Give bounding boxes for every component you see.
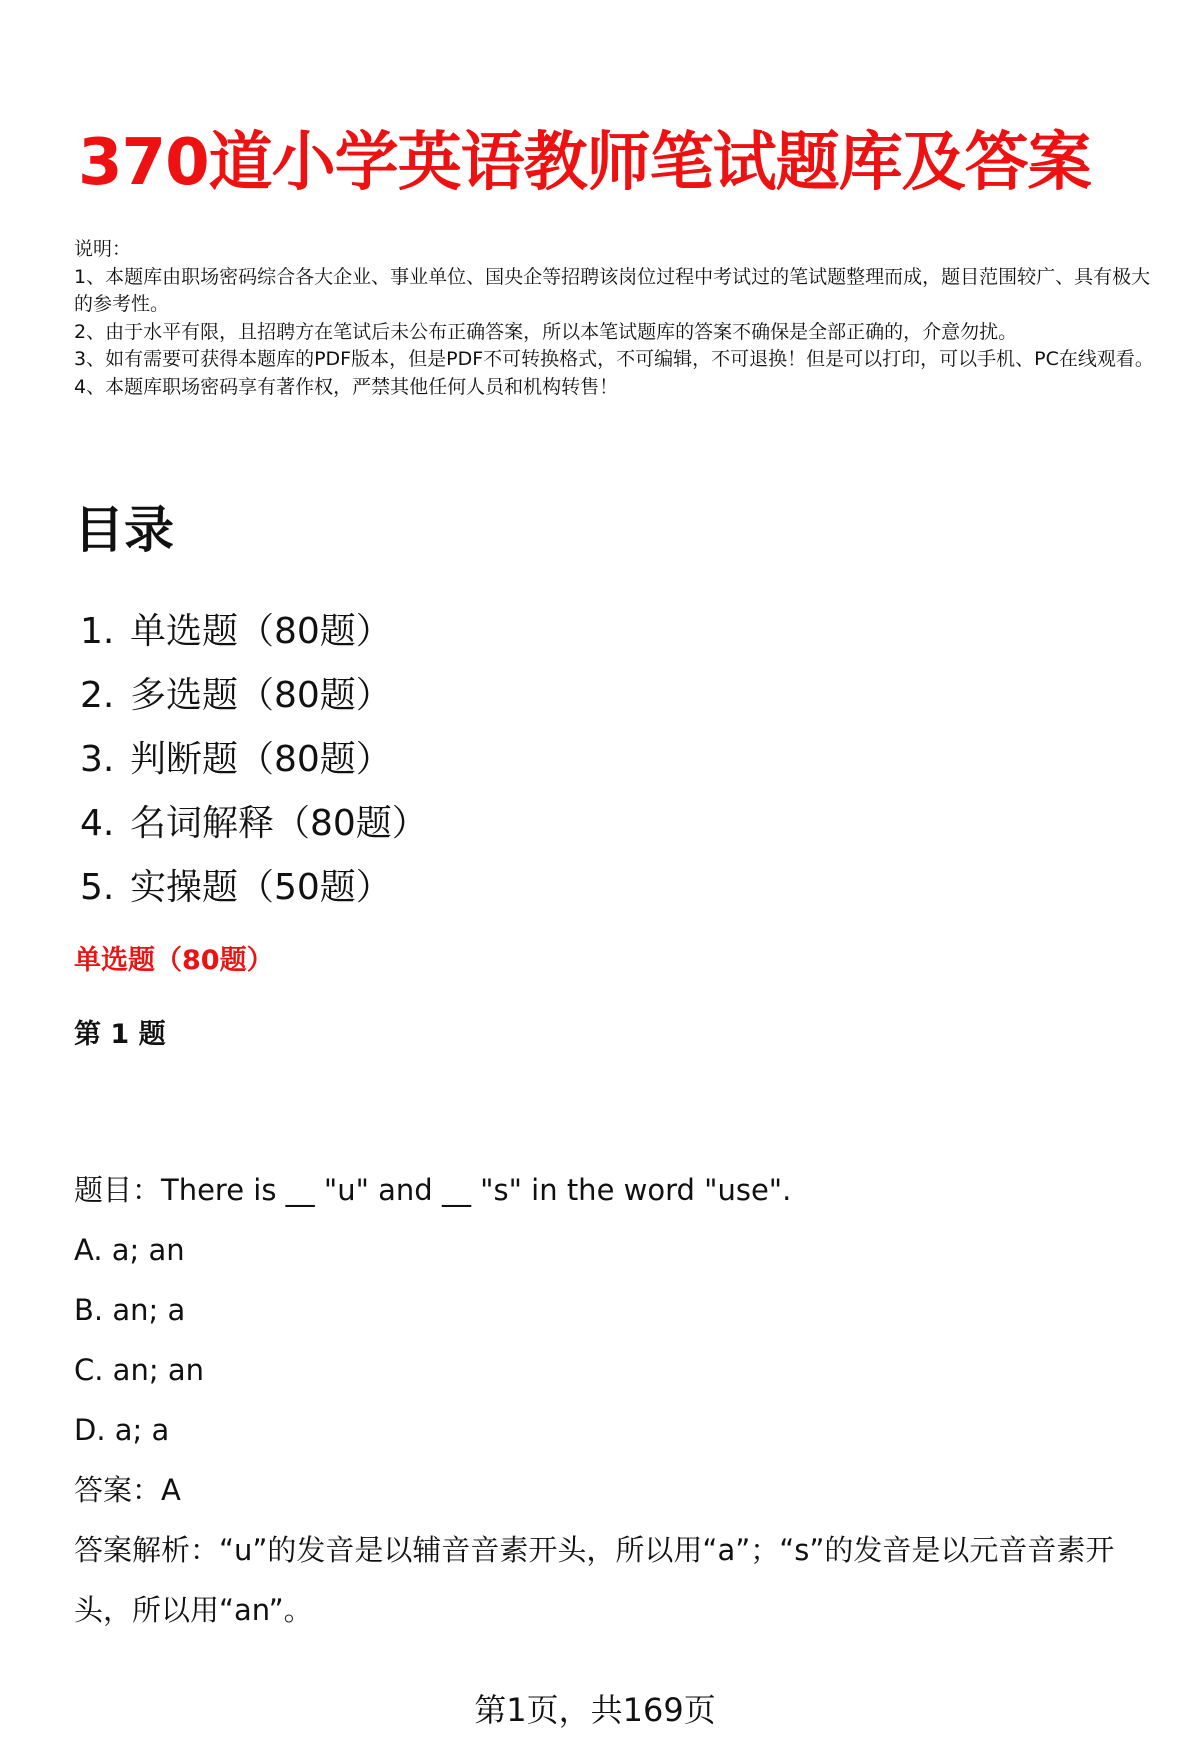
toc-item-number: 1.	[80, 611, 115, 652]
question-analysis: 答案解析：“u”的发音是以辅音音素开头，所以用“a”；“s”的发音是以元音音素开头，所以用“an”。	[74, 1533, 1115, 1627]
toc-item[interactable]	[80, 664, 428, 728]
toc-item-label: 单选题（80题）	[130, 611, 392, 652]
question-option: A. a; an	[74, 1233, 185, 1267]
toc-item-label: 名词解释（80题）	[130, 803, 428, 844]
question-stem: 题目：There is __ "u" and __ "s" in the word "use".	[74, 1173, 792, 1207]
question-body	[74, 1160, 1134, 1640]
toc-item[interactable]	[80, 792, 428, 856]
page-footer: 第1页，共169页	[474, 1691, 716, 1729]
toc-item[interactable]	[80, 600, 428, 664]
notes-item: 1、本题库由职场密码综合各大企业、事业单位、国央企等招聘该岗位过程中考试过的笔试题整理而成，题目范围较广、具有极大的参考性。	[74, 265, 1151, 315]
notes-item: 4、本题库职场密码享有著作权，严禁其他任何人员和机构转售！	[74, 375, 619, 398]
toc-item-number: 3.	[80, 739, 115, 780]
document-title: 370道小学英语教师笔试题库及答案	[78, 126, 1091, 200]
toc-item[interactable]	[80, 856, 428, 920]
toc-item-label: 判断题（80题）	[130, 739, 392, 780]
notes-block	[74, 236, 1154, 401]
question-heading: 第 1 题	[74, 1019, 166, 1050]
toc-heading: 目录	[74, 501, 174, 559]
question-option: D. a; a	[74, 1413, 170, 1447]
section-heading: 单选题（80题）	[74, 945, 274, 976]
question-option: B. an; a	[74, 1293, 186, 1327]
toc-item-number: 2.	[80, 675, 115, 716]
toc-item-number: 4.	[80, 803, 115, 844]
notes-heading: 说明：	[74, 238, 132, 260]
toc-list	[80, 600, 428, 920]
toc-item[interactable]	[80, 728, 428, 792]
toc-item-label: 实操题（50题）	[130, 867, 392, 908]
notes-item: 3、如有需要可获得本题库的PDF版本，但是PDF不可转换格式，不可编辑，不可退换！但是可以打印，可以手机、PC在线观看。	[74, 348, 1154, 370]
toc-item-label: 多选题（80题）	[130, 675, 392, 716]
notes-item: 2、由于水平有限，且招聘方在笔试后未公布正确答案，所以本笔试题库的答案不确保是全部正确的，介意勿扰。	[74, 320, 1018, 343]
question-option: C. an; an	[74, 1353, 204, 1387]
question-answer: 答案：A	[74, 1473, 181, 1507]
toc-item-number: 5.	[80, 867, 115, 908]
